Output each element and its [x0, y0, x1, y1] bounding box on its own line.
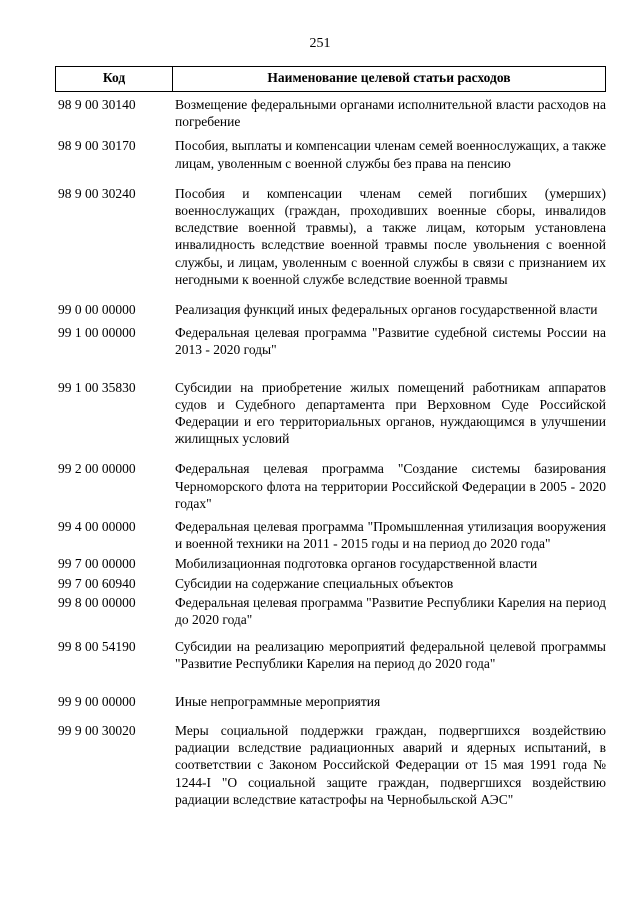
row-name: Реализация функций иных федеральных органов государственной власти	[175, 302, 598, 318]
table-row	[55, 96, 606, 130]
table-row	[55, 555, 606, 572]
row-code: 98 9 00 30140	[58, 97, 136, 112]
row-code: 99 9 00 30020	[58, 722, 136, 738]
row-name: Субсидии на содержание специальных объектов	[175, 575, 454, 591]
row-name: Меры социальной поддержки граждан, подвергшихся воздействию радиации вследствие радиационных аварий и ядерных испытаний, в соответствии с Законом Российской Федерации от 15 мая 1991 года № 1244-I "О социальной защите граждан, подвергшихся воздействию радиации вследствие катастрофы на Чернобыльской АЭС"	[175, 722, 606, 807]
row-code: 99 1 00 00000	[58, 325, 136, 341]
table-body	[55, 96, 606, 808]
row-code: 99 4 00 00000	[58, 519, 136, 535]
row-code: 99 2 00 00000	[58, 461, 136, 477]
row-code: 99 0 00 00000	[58, 302, 136, 318]
row-name: Федеральная целевая программа "Промышленная утилизация вооружения и военной техники на 2011 - 2015 годы и на период до 2020 года"	[175, 519, 606, 552]
row-code: 99 7 00 60940	[58, 575, 136, 591]
table-row	[55, 185, 606, 288]
header-name: Наименование целевой статьи расходов	[267, 70, 511, 85]
row-name: Субсидии на реализацию мероприятий федеральной целевой программы "Развитие Республики Карелия на период до 2020 года"	[175, 639, 606, 672]
row-name: Федеральная целевая программа "Развитие судебной системы России на 2013 - 2020 годы"	[175, 325, 606, 358]
page-number: 251	[309, 36, 331, 51]
row-code: 99 1 00 35830	[58, 379, 136, 395]
row-code: 98 9 00 30170	[58, 138, 136, 154]
row-name: Возмещение федеральными органами исполнительной власти расходов на погребение	[175, 97, 606, 130]
row-code: 99 8 00 00000	[58, 594, 136, 610]
row-code: 98 9 00 30240	[58, 185, 136, 201]
table-row	[55, 575, 606, 592]
table-header	[55, 66, 606, 92]
row-name: Мобилизационная подготовка органов государственной власти	[175, 556, 538, 572]
table-row	[55, 693, 606, 710]
table-row	[55, 301, 606, 318]
row-name: Иные непрограммные мероприятия	[175, 693, 381, 709]
header-code: Код	[56, 67, 173, 91]
row-name: Пособия, выплаты и компенсации членам семей военнослужащих, а также лицам, уволенным с военной службы без права на пенсию	[175, 138, 606, 171]
row-name: Субсидии на приобретение жилых помещений работникам аппаратов судов и Судебного департамента при Верховном Суде Российской Федерации и его территориальных органов, нуждающимся в улучшении жилищных условий	[175, 379, 606, 447]
table-row	[55, 722, 606, 808]
row-code: 99 9 00 00000	[58, 693, 136, 709]
table-row	[55, 518, 606, 552]
table-row	[55, 379, 606, 448]
row-name: Пособия и компенсации членам семей погибших (умерших) военнослужащих (граждан, проходивших военные сборы, инвалидов вследствие военной травмы), а также лицам, которым установлена инвалидность вследствие военной травмы после увольнения с военной службы, и лицам, уволенным с военной службы в связи с признанием их негодными к военной службе вследствие военной травмы	[175, 185, 606, 287]
row-code: 99 7 00 00000	[58, 556, 136, 572]
row-name: Федеральная целевая программа "Развитие Республики Карелия на период до 2020 года"	[175, 594, 606, 628]
table-row	[55, 460, 606, 512]
table-row	[55, 594, 606, 628]
row-name: Федеральная целевая программа "Создание системы базирования Черноморского флота на территории Российской Федерации в 2005 - 2020 годах"	[175, 461, 606, 511]
row-code: 99 8 00 54190	[58, 639, 136, 655]
table-row	[55, 638, 606, 672]
table-row	[55, 324, 606, 358]
table-row	[55, 137, 606, 171]
